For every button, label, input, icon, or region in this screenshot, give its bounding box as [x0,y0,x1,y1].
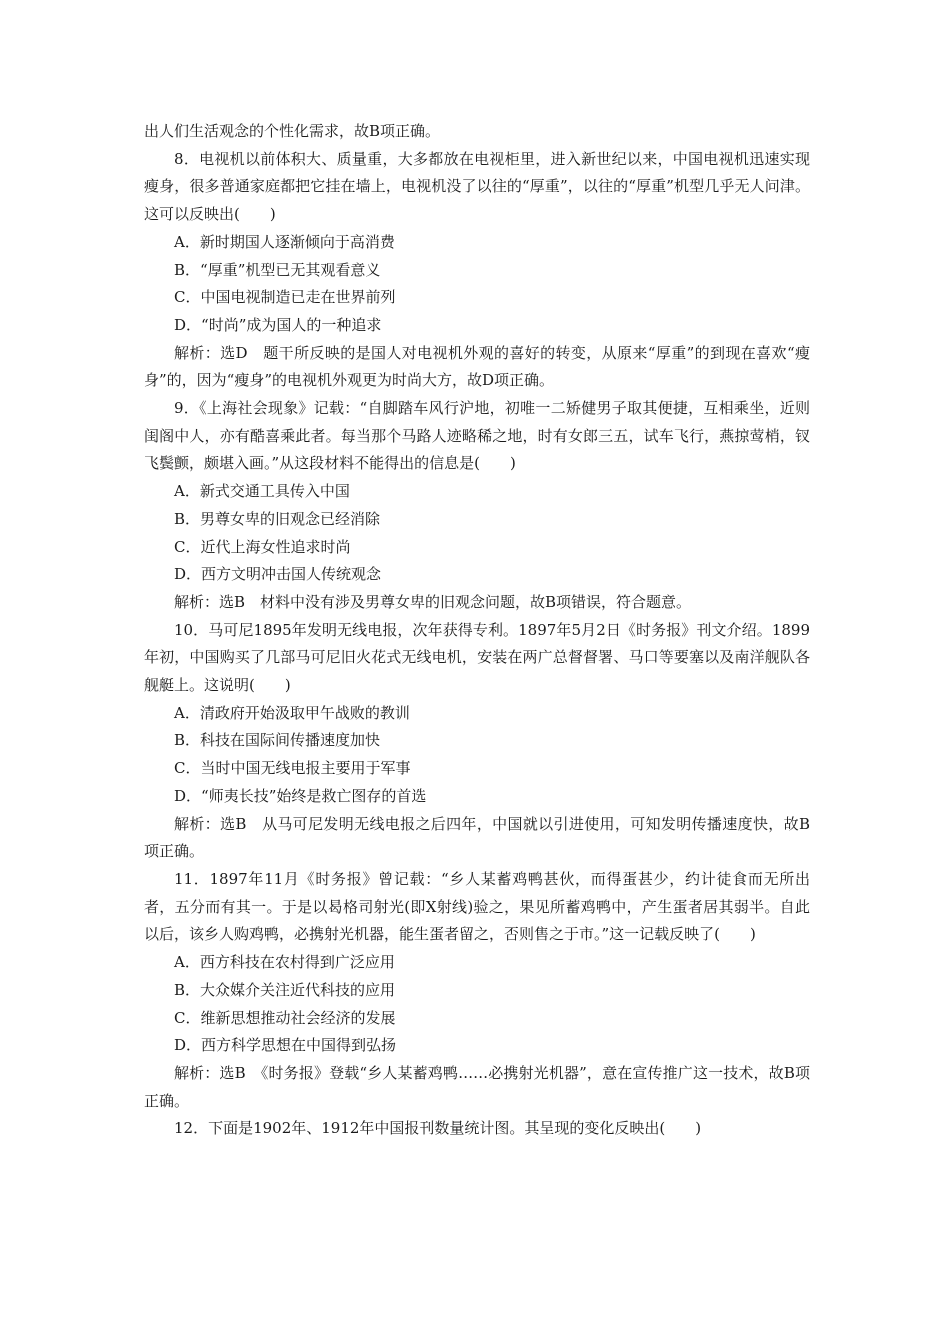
question-8-analysis: 解析：选D 题干所反映的是国人对电视机外观的喜好的转变，从原来“厚重”的到现在喜欢“瘦身”的，因为“瘦身”的电视机外观更为时尚大方，故D项正确。 [144,343,810,390]
question-9-stem: 9．《上海社会现象》记载：“自脚踏车风行沪地，初唯一二矫健男子取其便捷，互相乘坐，近则闺阁中人，亦有酷喜乘此者。每当那个马路人迹略稀之地，时有女郎三五，试车飞行，燕掠莺梢，钗飞鬓颤，颇堪入画。”从这段材料不能得出的信息是( ) [144,399,810,473]
question-10-analysis: 解析：选B 从马可尼发明无线电报之后四年，中国就以引进使用，可知发明传播速度快，故B项正确。 [144,814,810,861]
question-8-stem: 8．电视机以前体积大、质量重，大多都放在电视柜里，进入新世纪以来，中国电视机迅速实现瘦身，很多普通家庭都把它挂在墙上，电视机没了以往的“厚重”，以往的“厚重”机型几乎无人问津。这可以反映出( ) [144,149,810,224]
question-11-option-a: A．西方科技在农村得到广泛应用 [174,953,395,972]
question-10-option-a: A．清政府开始汲取甲午战败的教训 [174,703,410,722]
question-9-analysis: 解析：选B 材料中没有涉及男尊女卑的旧观念问题，故B项错误，符合题意。 [174,592,692,611]
question-11-option-c: C．维新思想推动社会经济的发展 [174,1008,396,1027]
question-11-option-b: B．大众媒介关注近代科技的应用 [174,980,396,999]
question-12-stem: 12．下面是1902年、1912年中国报刊数量统计图。其呈现的变化反映出( ) [174,1119,702,1138]
question-11-stem: 11．1897年11月《时务报》曾记载：“乡人某蓄鸡鸭甚伙，而得蛋甚少，约计徒食而无所出者，五分而有其一。于是以曷格司射光(即X射线)验之，果见所蓄鸡鸭中，产生蛋者居其弱半。自此以后，该乡人购鸡鸭，必携射光机器，能生蛋者留之，否则售之于市。”这一记载反映了( ) [144,869,810,944]
question-9-option-b: B．男尊女卑的旧观念已经消除 [174,509,381,528]
question-10-option-b: B．科技在国际间传播速度加快 [174,731,381,750]
answer-continuation: 出人们生活观念的个性化需求，故B项正确。 [144,122,441,140]
question-11-option-d: D．西方科学思想在中国得到弘扬 [174,1036,397,1055]
question-9-option-c: C．近代上海女性追求时尚 [174,537,351,556]
question-8-option-d: D．“时尚”成为国人的一种追求 [174,315,382,334]
question-8-option-b: B．“厚重”机型已无其观看意义 [174,260,381,279]
question-8-option-c: C．中国电视制造已走在世界前列 [174,288,396,307]
question-10-option-d: D．“师夷长技”始终是救亡图存的首选 [174,786,427,805]
question-9-option-a: A．新式交通工具传入中国 [174,482,350,501]
question-10-option-c: C．当时中国无线电报主要用于军事 [174,759,411,778]
question-11-analysis: 解析：选B 《时务报》登载“乡人某蓄鸡鸭……必携射光机器”，意在宣传推广这一技术，故B项正确。 [144,1063,810,1110]
question-8-option-a: A．新时期国人逐渐倾向于高消费 [174,232,395,251]
question-9-option-d: D．西方文明冲击国人传统观念 [174,565,382,584]
question-10-stem: 10．马可尼1895年发明无线电报，次年获得专利。1897年5月2日《时务报》刊文介绍。1899年初，中国购买了几部马可尼旧火花式无线电机，安装在两广总督督署、马口等要塞以及南洋舰队各舰艇上。这说明( ) [144,620,810,695]
